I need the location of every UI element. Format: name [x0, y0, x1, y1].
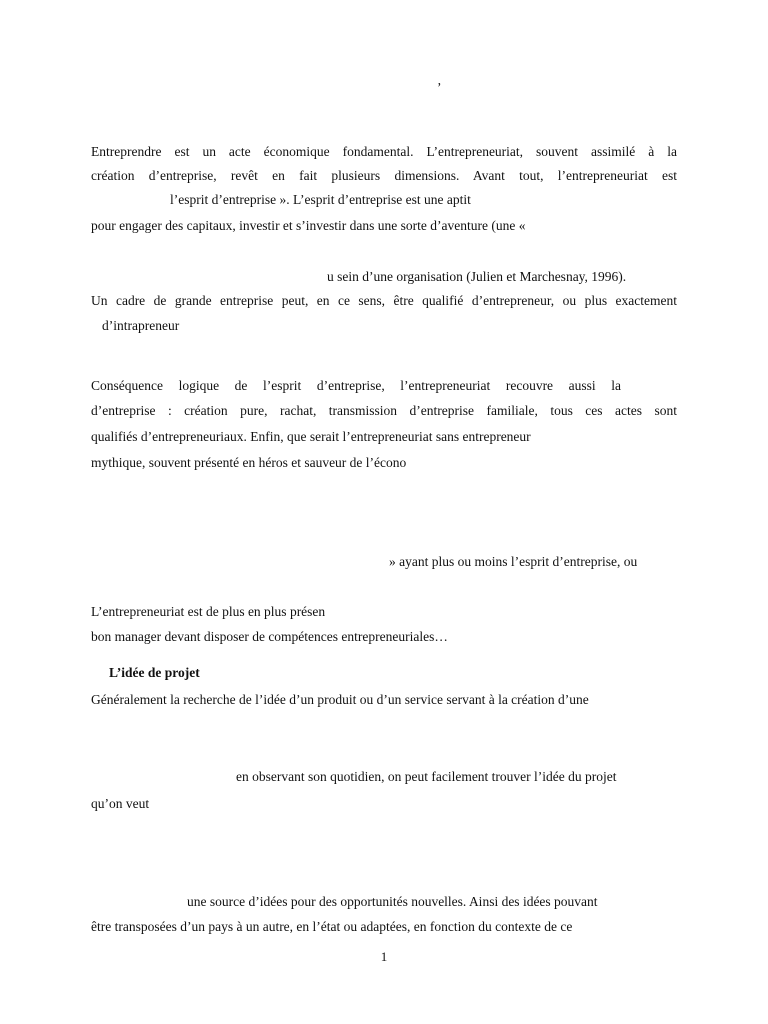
paragraph-1-line-1: Entreprendre est un acte économique fondamental. L’entrepreneuriat, souvent assimilé à la [91, 144, 677, 159]
paragraph-1-line-2: création d’entreprise, revêt en fait plusieurs dimensions. Avant tout, l’entrepreneuriat est [91, 168, 677, 183]
paragraph-1-line-4: pour engager des capitaux, investir et s’investir dans une sorte d’aventure (une « [91, 218, 526, 233]
page-number: 1 [380, 949, 388, 964]
paragraph-6-line-2: être transposées d’un pays à un autre, en l’état ou adaptées, en fonction du contexte de ce [91, 919, 573, 934]
paragraph-4-line-2: bon manager devant disposer de compétences entrepreneuriales… [91, 629, 448, 644]
paragraph-5-line-1: Généralement la recherche de l’idée d’un produit ou d’un service servant à la création d’une [91, 692, 589, 707]
paragraph-6-line-1: une source d’idées pour des opportunités nouvelles. Ainsi des idées pouvant [187, 894, 598, 909]
top-mark: ’ [437, 80, 442, 95]
paragraph-1-line-3: l’esprit d’entreprise ». L’esprit d’entreprise est une aptit [170, 192, 471, 207]
paragraph-1-line-6: Un cadre de grande entreprise peut, en ce sens, être qualifié d’entrepreneur, ou plus exactement [91, 293, 677, 308]
paragraph-3-line-1: » ayant plus ou moins l’esprit d’entreprise, ou [389, 554, 638, 569]
paragraph-4-line-1: L’entrepreneuriat est de plus en plus présen [91, 604, 326, 619]
paragraph-5-line-3: qu’on veut [91, 796, 150, 811]
paragraph-2-line-2: d’entreprise : création pure, rachat, transmission d’entreprise familiale, tous ces actes sont [91, 403, 677, 418]
paragraph-2-line-4: mythique, souvent présenté en héros et sauveur de l’écono [91, 455, 407, 470]
paragraph-5-line-2: en observant son quotidien, on peut facilement trouver l’idée du projet [236, 769, 617, 784]
paragraph-1-line-5: u sein d’une organisation (Julien et Marchesnay, 1996). [327, 269, 627, 284]
section-heading: L’idée de projet [109, 665, 200, 680]
paragraph-2-line-1: Conséquence logique de l’esprit d’entreprise, l’entrepreneuriat recouvre aussi la [91, 378, 621, 393]
paragraph-1-line-7: d’intrapreneur [102, 318, 180, 333]
paragraph-2-line-3: qualifiés d’entrepreneuriaux. Enfin, que serait l’entrepreneuriat sans entrepreneur [91, 429, 531, 444]
